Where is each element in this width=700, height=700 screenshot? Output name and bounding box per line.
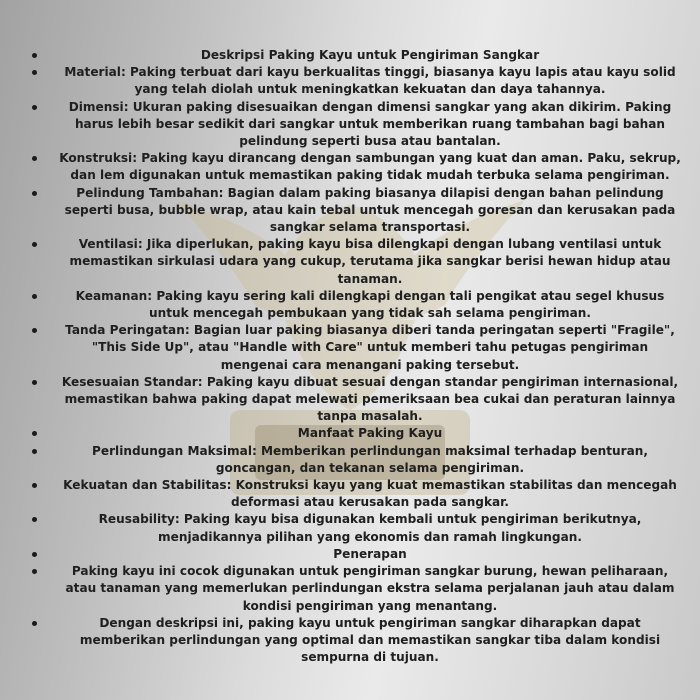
list-item <box>32 374 682 426</box>
bullet-icon <box>32 191 37 196</box>
bullet-icon <box>32 431 37 436</box>
item-text: Pelindung Tambahan: Bagian dalam paking biasanya dilapisi dengan bahan pelindung seperti busa, bubble wrap, atau kain tebal untuk mencegah goresan dan kerusakan pada sangkar selama transportasi. <box>64 185 676 235</box>
bullet-icon <box>32 70 37 75</box>
bullet-icon <box>32 53 37 58</box>
item-text: Tanda Peringatan: Bagian luar paking biasanya diberi tanda peringatan seperti "Fragile", "This Side Up", atau "Handle with Care" untuk memberi tahu petugas pengiriman mengenai cara menangani paking tersebut. <box>65 323 675 372</box>
item-text: Deskripsi Paking Kayu untuk Pengiriman Sangkar <box>200 48 540 62</box>
bullet-icon <box>32 328 37 333</box>
list-item <box>32 563 682 615</box>
item-text: Dengan deskripsi ini, paking kayu untuk pengiriman sangkar diharapkan dapat memberikan perlindungan yang optimal dan memastikan sangkar tiba dalam kondisi sempurna di tujuan. <box>79 615 661 665</box>
item-text: Paking kayu ini cocok digunakan untuk pengiriman sangkar burung, hewan peliharaan, atau tanaman yang memerlukan perlindungan ekstra selama perjalanan jauh atau dalam kondisi pengiriman yang menantang. <box>65 564 675 613</box>
list-item <box>32 185 682 237</box>
item-text: Kesesuaian Standar: Paking kayu dibuat sesuai dengan standar pengiriman internasional, memastikan bahwa paking dapat melewati pemeriksaan bea cukai dan peraturan lainnya tanpa masalah. <box>61 374 679 424</box>
item-text: Keamanan: Paking kayu sering kali dilengkapi dengan tali pengikat atau segel khusus untuk mencegah pembukaan yang tidak sah selama pengiriman. <box>75 288 665 321</box>
bullet-icon <box>32 569 37 574</box>
bullet-list <box>32 47 682 666</box>
bullet-icon <box>32 483 37 488</box>
item-text: Manfaat Paking Kayu <box>297 426 443 441</box>
list-item <box>32 615 682 667</box>
item-text: Reusability: Paking kayu bisa digunakan kembali untuk pengiriman berikutnya, menjadikannya pilihan yang ekonomis dan ramah lingkungan. <box>98 512 642 544</box>
list-item <box>32 236 682 288</box>
bullet-icon <box>32 552 37 557</box>
list-item <box>32 288 682 322</box>
item-text: Konstruksi: Paking kayu dirancang dengan sambungan yang kuat dan aman. Paku, sekrup, dan lem digunakan untuk memastikan paking tidak mudah terbuka selama pengiriman. <box>59 151 681 183</box>
bullet-icon <box>32 449 37 454</box>
list-item <box>32 150 682 184</box>
item-text: Kekuatan dan Stabilitas: Konstruksi kayu yang kuat memastikan stabilitas dan mencegah deformasi atau kerusakan pada sangkar. <box>63 478 677 510</box>
bullet-icon <box>32 105 37 110</box>
list-item <box>32 322 682 374</box>
bullet-icon <box>32 621 37 626</box>
bullet-icon <box>32 242 37 247</box>
bullet-icon <box>32 294 37 299</box>
list-item <box>32 477 682 511</box>
bullet-icon <box>32 156 37 161</box>
list-item <box>32 546 682 563</box>
list-item <box>32 511 682 545</box>
item-text: Perlindungan Maksimal: Memberikan perlindungan maksimal terhadap benturan, goncangan, dan tekanan selama pengiriman. <box>92 443 648 475</box>
list-item <box>32 99 682 151</box>
bullet-icon <box>32 517 37 522</box>
item-text: Material: Paking terbuat dari kayu berkualitas tinggi, biasanya kayu lapis atau kayu solid yang telah diolah untuk meningkatkan kekuatan dan daya tahannya. <box>64 65 676 97</box>
item-text: Penerapan <box>333 546 407 561</box>
item-text: Dimensi: Ukuran paking disesuaikan dengan dimensi sangkar yang akan dikirim. Paking harus lebih besar sedikit dari sangkar untuk memberikan ruang tambahan bagi bahan pelindung seperti busa atau bantalan. <box>68 99 672 149</box>
list-item <box>32 425 682 442</box>
list-item <box>32 64 682 98</box>
list-item <box>32 443 682 477</box>
list-item <box>32 47 682 64</box>
item-text: Ventilasi: Jika diperlukan, paking kayu bisa dilengkapi dengan lubang ventilasi untuk memastikan sirkulasi udara yang cukup, terutama jika sangkar berisi hewan hidup atau tanaman. <box>69 237 671 286</box>
bullet-icon <box>32 380 37 385</box>
